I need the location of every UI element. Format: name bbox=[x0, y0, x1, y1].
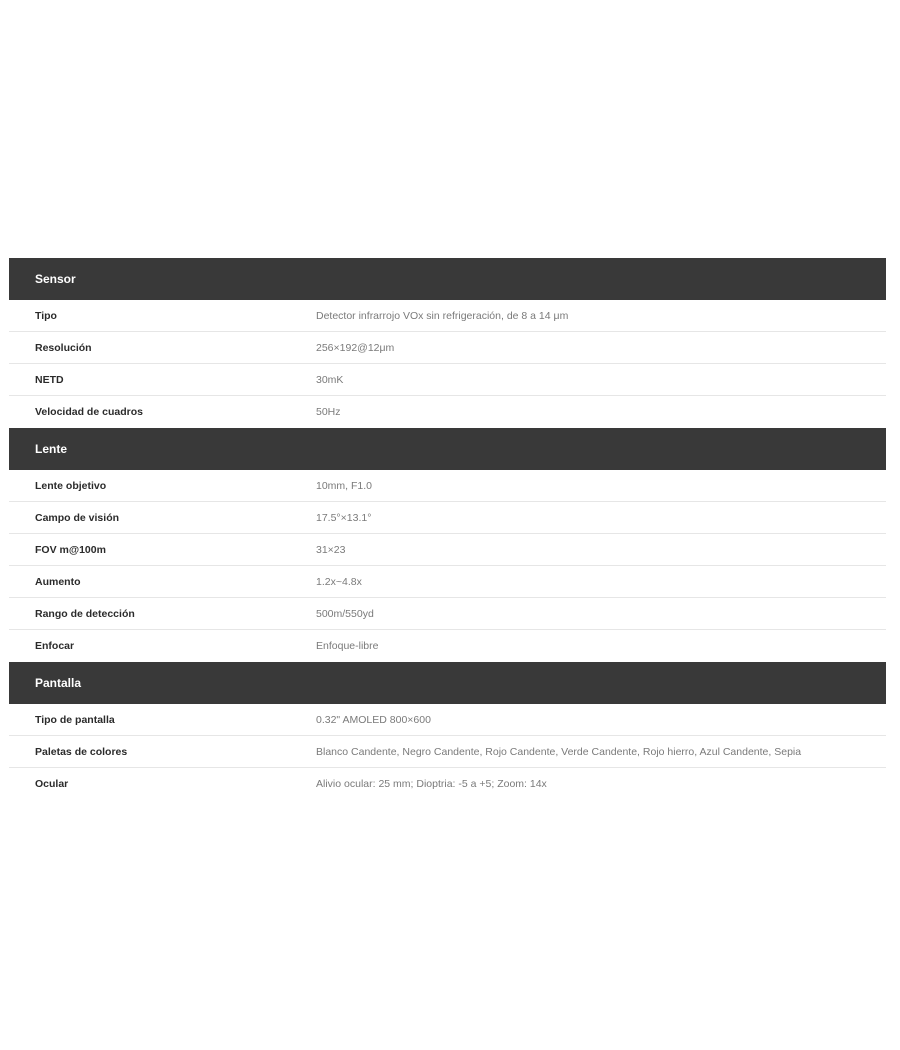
spec-row bbox=[9, 630, 886, 662]
section-header: Pantalla bbox=[9, 662, 886, 704]
spec-label: Resolución bbox=[35, 341, 92, 354]
spec-row bbox=[9, 598, 886, 630]
spec-label: Velocidad de cuadros bbox=[35, 406, 143, 418]
spec-label: Lente objetivo bbox=[35, 479, 107, 492]
spec-label: Aumento bbox=[35, 575, 81, 588]
spec-row bbox=[9, 470, 886, 502]
spec-row bbox=[9, 502, 886, 534]
spec-row bbox=[9, 300, 886, 332]
spec-value: Alivio ocular: 25 mm; Dioptria: -5 a +5; Zoom: 14x bbox=[316, 778, 547, 790]
spec-label: FOV m@100m bbox=[35, 543, 106, 556]
spec-label: Tipo de pantalla bbox=[35, 713, 115, 726]
spec-value: 1.2x~4.8x bbox=[316, 575, 362, 588]
spec-row bbox=[9, 768, 886, 800]
spec-table bbox=[9, 258, 886, 800]
spec-label: Rango de detección bbox=[35, 607, 135, 620]
spec-value: 10mm, F1.0 bbox=[316, 479, 373, 492]
spec-row bbox=[9, 566, 886, 598]
spec-value: Enfoque-libre bbox=[316, 640, 379, 652]
spec-label: Ocular bbox=[35, 778, 69, 790]
spec-value: Detector infrarrojo VOx sin refrigeración, de 8 a 14 μm bbox=[316, 309, 569, 322]
spec-value: 0.32" AMOLED 800×600 bbox=[316, 713, 431, 726]
section-header: Sensor bbox=[9, 258, 886, 300]
spec-row bbox=[9, 704, 886, 736]
section-pantalla bbox=[9, 662, 886, 800]
spec-value: 30mK bbox=[316, 373, 344, 386]
section-lente bbox=[9, 428, 886, 662]
spec-value: 256×192@12μm bbox=[316, 341, 395, 354]
spec-label: NETD bbox=[35, 373, 64, 386]
spec-row bbox=[9, 364, 886, 396]
spec-row bbox=[9, 332, 886, 364]
spec-value: 500m/550yd bbox=[316, 607, 374, 620]
spec-row bbox=[9, 396, 886, 428]
spec-label: Tipo bbox=[35, 309, 57, 322]
section-sensor bbox=[9, 258, 886, 428]
spec-value: 17.5°×13.1° bbox=[316, 511, 372, 524]
spec-label: Enfocar bbox=[35, 640, 75, 652]
spec-row bbox=[9, 534, 886, 566]
spec-label: Campo de visión bbox=[35, 511, 120, 524]
spec-row bbox=[9, 736, 886, 768]
spec-value: Blanco Candente, Negro Candente, Rojo Candente, Verde Candente, Rojo hierro, Azul Candente, Sepia bbox=[316, 745, 802, 758]
spec-value: 50Hz bbox=[316, 406, 341, 418]
spec-value: 31×23 bbox=[316, 543, 346, 556]
spec-label: Paletas de colores bbox=[35, 745, 128, 758]
section-header: Lente bbox=[9, 428, 886, 470]
